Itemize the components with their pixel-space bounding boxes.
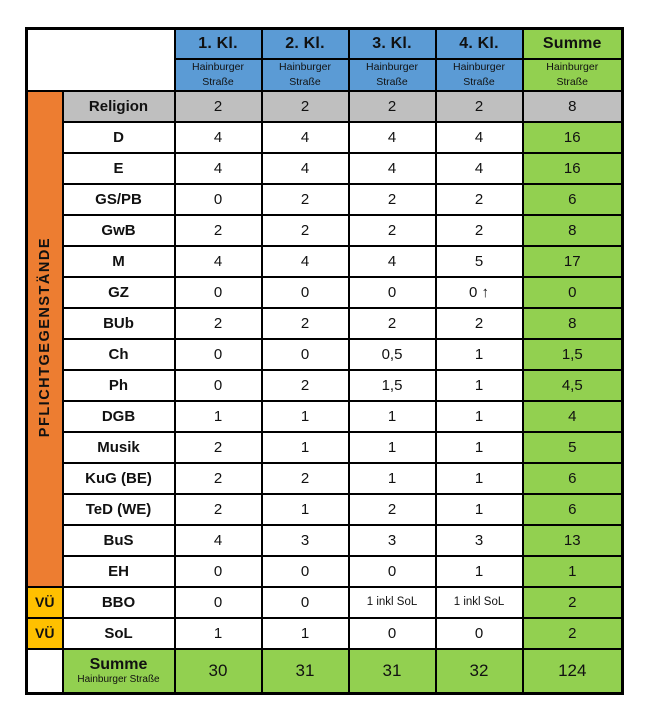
cell-value: 4	[262, 122, 349, 153]
row-dgb	[27, 401, 623, 432]
cell-value-inkl-sol: 1 inkl SoL	[349, 587, 436, 618]
row-bus	[27, 525, 623, 556]
cell-value: 0	[262, 277, 349, 308]
row-ch	[27, 339, 623, 370]
row-label: GZ	[63, 277, 175, 308]
cell-value: 1,5	[349, 370, 436, 401]
cell-value: 4	[175, 246, 262, 277]
row-gspb	[27, 184, 623, 215]
row-label: Musik	[63, 432, 175, 463]
row-label: D	[63, 122, 175, 153]
cell-value: 4	[175, 525, 262, 556]
cell-value: 1	[436, 556, 523, 587]
cell-value: 0	[175, 277, 262, 308]
row-label: GwB	[63, 215, 175, 246]
cell-value: 2	[175, 215, 262, 246]
cell-value: 2	[262, 308, 349, 339]
cell-column-total: 32	[436, 649, 523, 694]
vu-badge: VÜ	[27, 587, 63, 618]
cell-value: 4	[349, 153, 436, 184]
cell-value: 1	[436, 370, 523, 401]
col-header-kl4: 4. Kl.	[436, 29, 523, 59]
row-eh	[27, 556, 623, 587]
cell-value: 2	[175, 91, 262, 122]
row-label: BBO	[63, 587, 175, 618]
subheader-text: Hainburger Straße	[279, 60, 331, 88]
col-subheader-kl3	[349, 59, 436, 91]
row-label: E	[63, 153, 175, 184]
row-kug	[27, 463, 623, 494]
cell-value: 0	[175, 339, 262, 370]
cell-value: 0	[262, 339, 349, 370]
cell-value: 0	[349, 277, 436, 308]
cell-value: 1	[436, 339, 523, 370]
cell-row-sum: 4,5	[523, 370, 623, 401]
cell-value: 2	[436, 184, 523, 215]
cell-value: 4	[436, 153, 523, 184]
cell-column-total: 31	[349, 649, 436, 694]
cell-value: 0	[175, 587, 262, 618]
cell-grand-total: 124	[523, 649, 623, 694]
cell-value: 1	[436, 494, 523, 525]
cell-value: 1	[175, 618, 262, 649]
cell-row-sum: 1	[523, 556, 623, 587]
col-header-summe: Summe	[523, 29, 623, 59]
cell-value: 1	[175, 401, 262, 432]
cell-row-sum: 8	[523, 308, 623, 339]
cell-value: 0	[175, 556, 262, 587]
cell-value: 2	[436, 308, 523, 339]
cell-row-sum: 2	[523, 618, 623, 649]
col-header-kl1: 1. Kl.	[175, 29, 262, 59]
cell-value: 2	[436, 215, 523, 246]
row-gwb	[27, 215, 623, 246]
cell-value: 1	[436, 401, 523, 432]
cell-value: 4	[175, 122, 262, 153]
subheader-text: Hainburger Straße	[192, 60, 244, 88]
row-label: Ch	[63, 339, 175, 370]
cell-value: 2	[436, 91, 523, 122]
cell-row-sum: 8	[523, 215, 623, 246]
cell-value: 2	[175, 494, 262, 525]
cell-value: 1	[262, 618, 349, 649]
row-label: DGB	[63, 401, 175, 432]
cell-value: 3	[436, 525, 523, 556]
cell-row-sum: 4	[523, 401, 623, 432]
cell-value: 1	[262, 432, 349, 463]
subject-hours-table	[25, 27, 624, 695]
cell-value: 0	[262, 556, 349, 587]
cell-row-sum: 8	[523, 91, 623, 122]
row-label: Religion	[63, 91, 175, 122]
cell-value: 1	[262, 401, 349, 432]
cell-value: 2	[175, 308, 262, 339]
cell-value: 0	[349, 556, 436, 587]
row-musik	[27, 432, 623, 463]
row-e	[27, 153, 623, 184]
row-bbo	[27, 587, 623, 618]
col-header-kl2: 2. Kl.	[262, 29, 349, 59]
cell-value: 2	[175, 432, 262, 463]
cell-value-with-up-arrow: 0 ↑	[436, 277, 523, 308]
cell-row-sum: 0	[523, 277, 623, 308]
cell-value: 2	[262, 370, 349, 401]
row-label: EH	[63, 556, 175, 587]
cell-value: 4	[349, 122, 436, 153]
row-label: BuS	[63, 525, 175, 556]
cell-value: 0	[175, 370, 262, 401]
cell-value: 1	[436, 432, 523, 463]
row-label: TeD (WE)	[63, 494, 175, 525]
col-subheader-summe	[523, 59, 623, 91]
row-ted	[27, 494, 623, 525]
cell-value: 0	[349, 618, 436, 649]
subheader-text: Hainburger Straße	[366, 60, 418, 88]
col-header-kl3: 3. Kl.	[349, 29, 436, 59]
row-summe-total	[27, 649, 623, 694]
cell-value: 4	[175, 153, 262, 184]
cell-value: 2	[262, 463, 349, 494]
side-band-pflichtgegenstaende	[27, 91, 63, 587]
cell-value: 4	[349, 246, 436, 277]
cell-value: 1	[349, 432, 436, 463]
cell-row-sum: 6	[523, 184, 623, 215]
cell-value: 0	[436, 618, 523, 649]
row-bub	[27, 308, 623, 339]
cell-value: 1	[436, 463, 523, 494]
footer-summe-sublabel: Hainburger Straße	[77, 674, 160, 686]
cell-value: 2	[262, 91, 349, 122]
row-label: Ph	[63, 370, 175, 401]
footer-blank-cell	[27, 649, 63, 694]
cell-value: 1	[349, 463, 436, 494]
subheader-text: Hainburger Straße	[453, 60, 505, 88]
cell-row-sum: 13	[523, 525, 623, 556]
cell-value: 0	[262, 587, 349, 618]
cell-value: 3	[349, 525, 436, 556]
col-subheader-kl4	[436, 59, 523, 91]
row-label: GS/PB	[63, 184, 175, 215]
cell-value: 1	[262, 494, 349, 525]
row-m	[27, 246, 623, 277]
row-gz	[27, 277, 623, 308]
row-ph	[27, 370, 623, 401]
cell-value: 0	[175, 184, 262, 215]
row-religion	[27, 91, 623, 122]
cell-value: 4	[262, 153, 349, 184]
row-label: SoL	[63, 618, 175, 649]
row-label: BUb	[63, 308, 175, 339]
cell-value: 2	[349, 184, 436, 215]
cell-value: 4	[436, 122, 523, 153]
col-subheader-kl2	[262, 59, 349, 91]
cell-value: 2	[262, 215, 349, 246]
row-label: KuG (BE)	[63, 463, 175, 494]
vu-badge: VÜ	[27, 618, 63, 649]
cell-value: 3	[262, 525, 349, 556]
side-band-label: PFLICHTGEGENSTÄNDE	[36, 236, 53, 438]
cell-value: 2	[349, 308, 436, 339]
cell-value: 2	[262, 184, 349, 215]
cell-row-sum: 6	[523, 463, 623, 494]
cell-value: 0,5	[349, 339, 436, 370]
cell-value-inkl-sol: 1 inkl SoL	[436, 587, 523, 618]
corner-blank-cell	[27, 29, 175, 91]
footer-label-cell	[63, 649, 175, 694]
cell-value: 2	[175, 463, 262, 494]
row-sol	[27, 618, 623, 649]
cell-row-sum: 6	[523, 494, 623, 525]
cell-row-sum: 16	[523, 153, 623, 184]
cell-row-sum: 17	[523, 246, 623, 277]
cell-row-sum: 2	[523, 587, 623, 618]
cell-column-total: 30	[175, 649, 262, 694]
cell-value: 4	[262, 246, 349, 277]
cell-value: 1	[349, 401, 436, 432]
cell-value: 2	[349, 215, 436, 246]
cell-value: 2	[349, 494, 436, 525]
cell-column-total: 31	[262, 649, 349, 694]
footer-summe-label: Summe	[89, 655, 148, 673]
cell-row-sum: 5	[523, 432, 623, 463]
cell-value: 2	[349, 91, 436, 122]
subheader-text: Hainburger Straße	[546, 60, 599, 88]
row-d	[27, 122, 623, 153]
cell-value: 5	[436, 246, 523, 277]
cell-row-sum: 1,5	[523, 339, 623, 370]
header-row	[27, 29, 623, 59]
row-label: M	[63, 246, 175, 277]
col-subheader-kl1	[175, 59, 262, 91]
cell-row-sum: 16	[523, 122, 623, 153]
